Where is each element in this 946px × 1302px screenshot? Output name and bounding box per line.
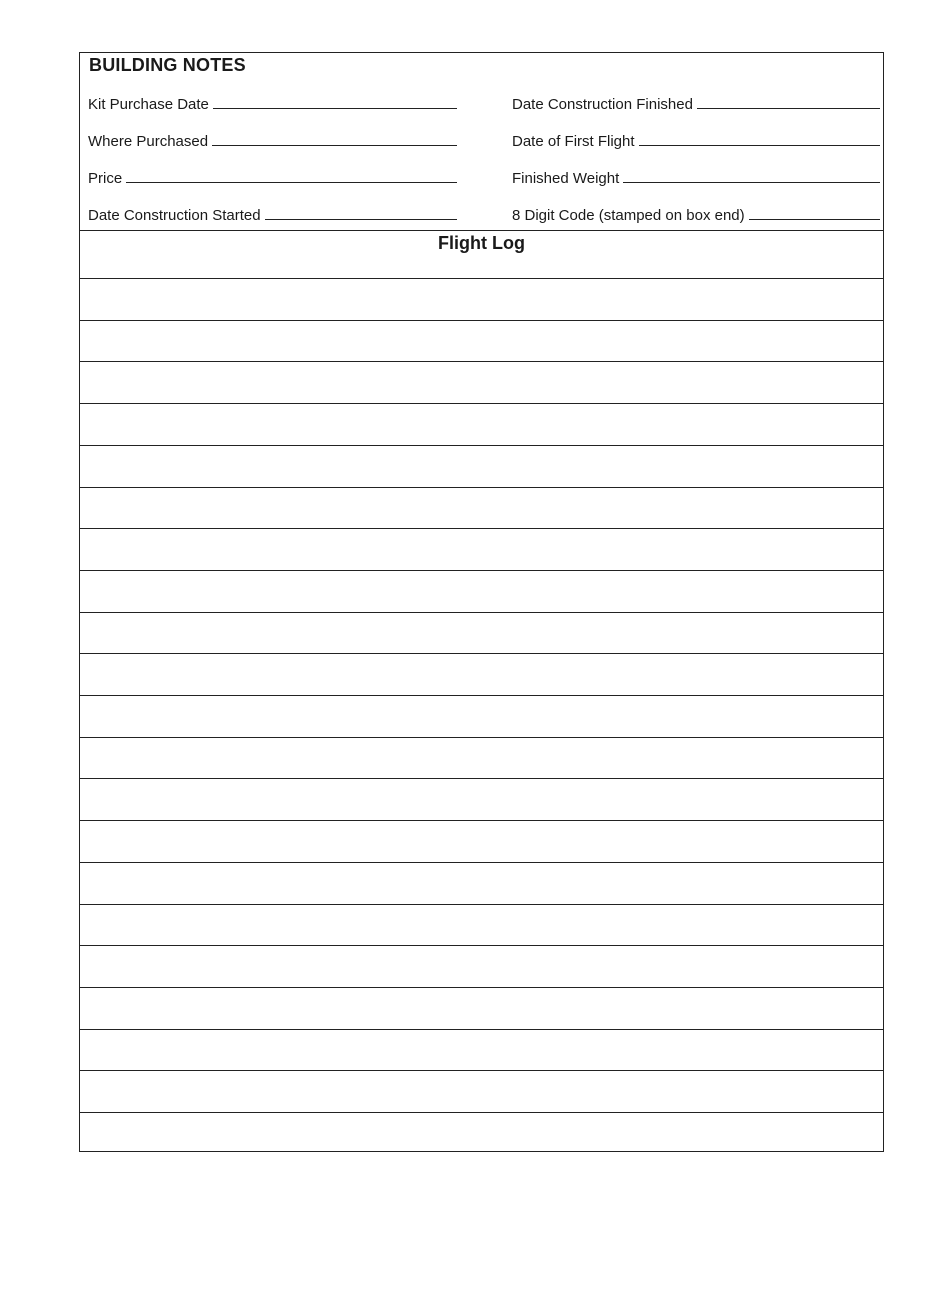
flight-log-line[interactable]: [80, 361, 883, 362]
where-purchased-label: Where Purchased: [88, 133, 209, 150]
flight-log-line[interactable]: [80, 487, 883, 488]
date-of-first-flight-field[interactable]: [512, 130, 880, 150]
flight-log-line[interactable]: [80, 653, 883, 654]
finished-weight-label: Finished Weight: [512, 170, 620, 187]
finished-weight-line[interactable]: [623, 182, 880, 183]
date-construction-finished-line[interactable]: [697, 108, 880, 109]
kit-purchase-date-label: Kit Purchase Date: [88, 96, 209, 113]
price-label: Price: [88, 170, 123, 187]
finished-weight-field[interactable]: [512, 167, 880, 187]
flight-log-title: Flight Log: [438, 233, 525, 253]
flight-log-line[interactable]: [80, 320, 883, 321]
date-construction-finished-field[interactable]: [512, 93, 880, 113]
eight-digit-code-line[interactable]: [749, 219, 880, 220]
date-construction-started-field[interactable]: [88, 204, 457, 224]
kit-purchase-date-field[interactable]: [88, 93, 457, 113]
date-construction-started-label: Date Construction Started: [88, 207, 261, 224]
flight-log-line[interactable]: [80, 737, 883, 738]
flight-log-line[interactable]: [80, 820, 883, 821]
flight-log-line[interactable]: [80, 945, 883, 946]
price-field[interactable]: [88, 167, 457, 187]
flight-log-line[interactable]: [80, 987, 883, 988]
flight-log-line[interactable]: [80, 445, 883, 446]
flight-log-line[interactable]: [80, 904, 883, 905]
flight-log-line[interactable]: [80, 278, 883, 279]
flight-log-line[interactable]: [80, 403, 883, 404]
flight-log-line[interactable]: [80, 1070, 883, 1071]
kit-purchase-date-line[interactable]: [213, 108, 457, 109]
eight-digit-code-label: 8 Digit Code (stamped on box end): [512, 207, 745, 224]
building-notes-title: BUILDING NOTES: [89, 55, 246, 75]
price-line[interactable]: [126, 182, 457, 183]
flight-log-line[interactable]: [80, 862, 883, 863]
date-of-first-flight-label: Date of First Flight: [512, 133, 635, 150]
flight-log-line[interactable]: [80, 778, 883, 779]
flight-log-line[interactable]: [80, 1029, 883, 1030]
where-purchased-field[interactable]: [88, 130, 457, 150]
flight-log-line[interactable]: [80, 570, 883, 571]
where-purchased-line[interactable]: [212, 145, 457, 146]
building-notes-form: [79, 52, 884, 1152]
date-of-first-flight-line[interactable]: [639, 145, 880, 146]
section-divider: [80, 230, 883, 231]
flight-log-line[interactable]: [80, 695, 883, 696]
flight-log-line[interactable]: [80, 528, 883, 529]
date-construction-finished-label: Date Construction Finished: [512, 96, 693, 113]
flight-log-line[interactable]: [80, 612, 883, 613]
date-construction-started-line[interactable]: [265, 219, 457, 220]
flight-log-line[interactable]: [80, 1112, 883, 1113]
eight-digit-code-field[interactable]: [512, 204, 880, 224]
